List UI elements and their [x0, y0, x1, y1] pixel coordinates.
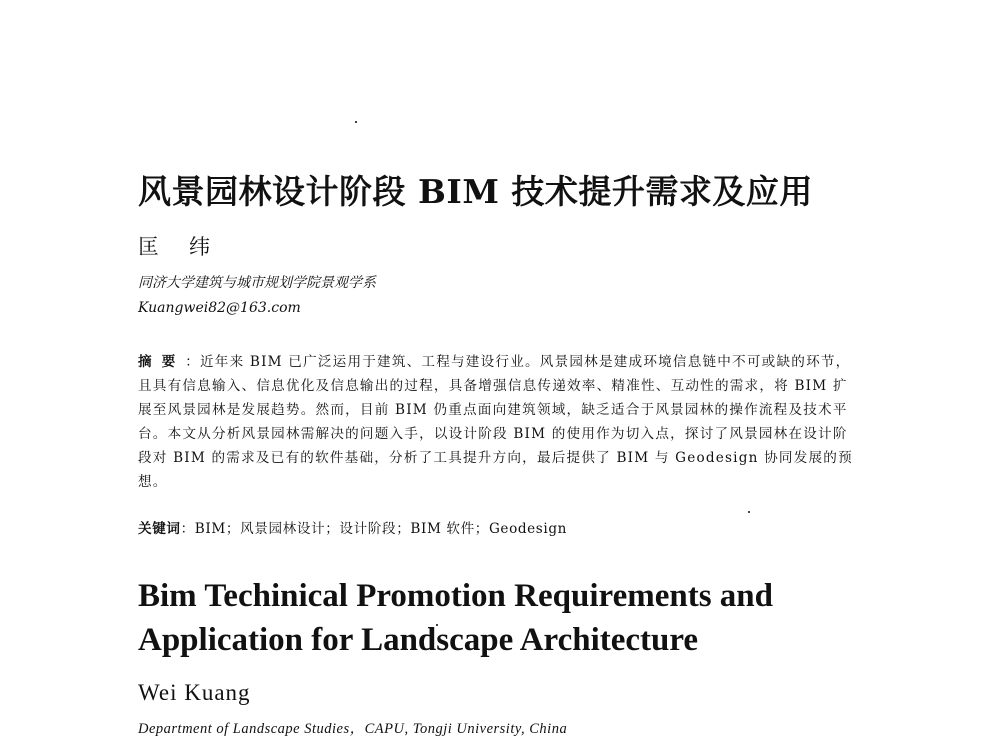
abstract-label: 摘要: [138, 354, 186, 370]
chinese-affiliation: 同济大学建筑与城市规划学院景观学系: [138, 275, 376, 291]
english-affiliation: Department of Landscape Studies，CAPU, Tongji University, China: [138, 721, 568, 737]
english-title: [138, 574, 773, 662]
english-title-line-1: Bim Techinical Promotion Requirements and: [138, 578, 773, 614]
keywords-text: BIM；风景园林设计；设计阶段；BIM 软件；Geodesign: [194, 521, 567, 537]
abstract-colon: ：: [185, 354, 200, 370]
abstract-text: 近年来 BIM 已广泛运用于建筑、工程与建设行业。风景园林是建成环境信息链中不可或缺的环节，且具有信息输入、信息优化及信息输出的过程，具备增强信息传递效率、精准性、互动性的需求，将 BIM 扩展至风景园林是发展趋势。然而，目前 BIM 仍重点面向建筑领域，缺乏适合于风景园林的操作流程及技术平台。本文从分析风景园林需解决的问题入手，以设计阶段 BIM 的使用作为切入点，探讨了风景园林在设计阶段对 BIM 的需求及已有的软件基础，分析了工具提升方向，最后提供了 BIM 与 Geodesign 协同发展的预想。: [138, 354, 853, 490]
author-email: Kuangwei82@163.com: [138, 300, 301, 316]
english-title-line-2: Application for Landscape Architecture: [138, 622, 699, 658]
scan-speck: [748, 511, 750, 513]
keywords-colon: ：: [180, 521, 195, 537]
keywords-label: 关键词: [138, 521, 181, 537]
english-author: Wei Kuang: [138, 680, 251, 705]
chinese-title: 风景园林设计阶段 BIM 技术提升需求及应用: [138, 172, 813, 211]
keywords: [138, 517, 567, 537]
abstract: [138, 350, 860, 494]
scan-speck: [355, 121, 357, 123]
chinese-author: 匡纬: [138, 235, 240, 259]
